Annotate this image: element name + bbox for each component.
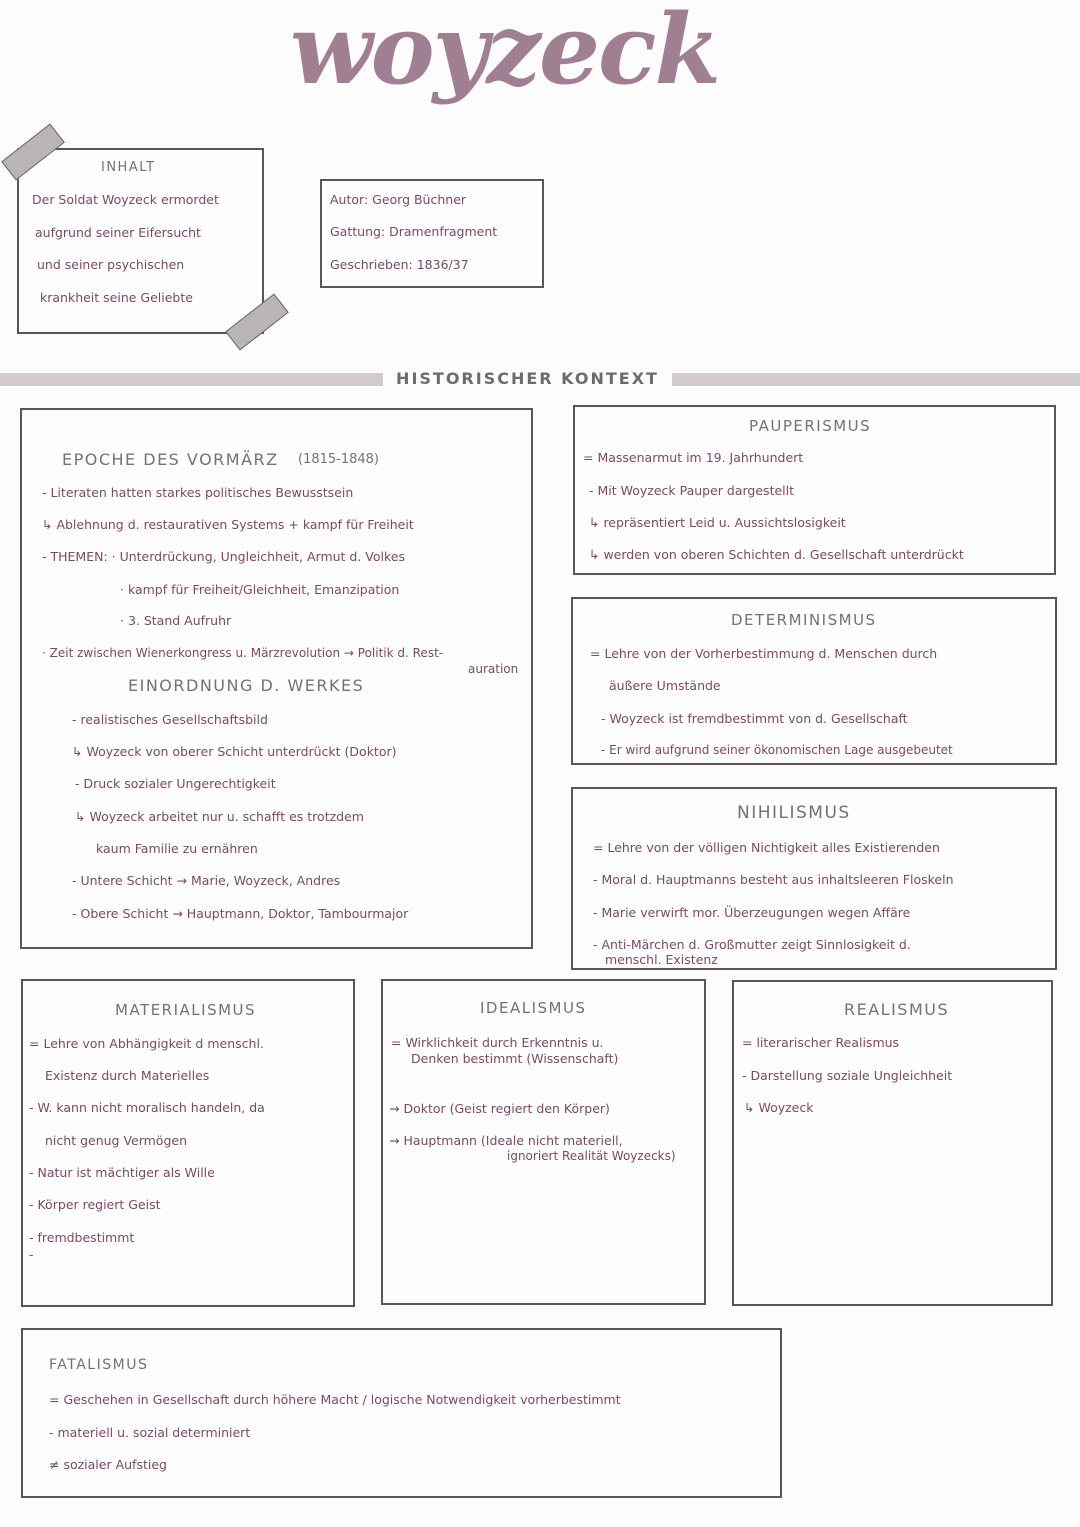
- nihilismus-line: = Lehre von der völligen Nichtigkeit alles Existierenden: [593, 840, 940, 855]
- werk-line: - Obere Schicht → Hauptmann, Doktor, Tambourmajor: [72, 906, 409, 921]
- materialismus-line: - Körper regiert Geist: [29, 1197, 161, 1212]
- vormaerz-box: [20, 408, 533, 949]
- nihilismus-box: [571, 787, 1057, 970]
- fact-genre: Gattung: Dramenfragment: [330, 224, 498, 239]
- vormaerz-line: · kampf für Freiheit/Gleichheit, Emanzipation: [120, 582, 400, 597]
- nihilismus-line: - Marie verwirft mor. Überzeugungen wegen Affäre: [593, 905, 911, 920]
- inhalt-heading: INHALT: [101, 160, 156, 175]
- pauperismus-line: ↳ werden von oberen Schichten d. Gesellschaft unterdrückt: [589, 547, 964, 562]
- nihilismus-heading: NIHILISMUS: [737, 803, 851, 823]
- werk-line: - Untere Schicht → Marie, Woyzeck, Andres: [72, 873, 341, 888]
- realismus-box: [732, 980, 1053, 1306]
- section-heading: HISTORISCHER KONTEXT: [396, 369, 659, 388]
- pauperismus-line: = Massenarmut im 19. Jahrhundert: [583, 450, 804, 465]
- werk-heading: EINORDNUNG D. WERKES: [128, 676, 365, 695]
- determinismus-heading: DETERMINISMUS: [731, 611, 877, 629]
- vormaerz-line: ↳ Ablehnung d. restaurativen Systems + kampf für Freiheit: [42, 517, 414, 532]
- page-title: woyzeck: [290, 0, 720, 106]
- idealismus-line: → Doktor (Geist regiert den Körper): [389, 1101, 610, 1116]
- vormaerz-line: · Zeit zwischen Wienerkongress u. Märzrevolution → Politik d. Rest-: [42, 646, 444, 660]
- idealismus-line: = Wirklichkeit durch Erkenntnis u.: [391, 1035, 604, 1050]
- fatalismus-box: [21, 1328, 782, 1498]
- inhalt-line: krankheit seine Geliebte: [40, 290, 193, 305]
- divider-right: [672, 373, 1080, 386]
- fact-author: Autor: Georg Büchner: [330, 192, 467, 207]
- idealismus-line: ignoriert Realität Woyzecks): [507, 1149, 676, 1163]
- divider-left: [0, 373, 383, 386]
- werk-line: ↳ Woyzeck arbeitet nur u. schafft es trotzdem: [75, 809, 364, 824]
- determinismus-line: - Er wird aufgrund seiner ökonomischen Lage ausgebeutet: [601, 743, 953, 757]
- inhalt-line: aufgrund seiner Eifersucht: [35, 225, 201, 240]
- inhalt-line: Der Soldat Woyzeck ermordet: [32, 192, 219, 207]
- werk-line: kaum Familie zu ernähren: [96, 841, 258, 856]
- inhalt-line: und seiner psychischen: [37, 257, 185, 272]
- nihilismus-line: - Anti-Märchen d. Großmutter zeigt Sinnlosigkeit d.: [593, 937, 911, 952]
- materialismus-line: Existenz durch Materielles: [45, 1068, 210, 1083]
- materialismus-heading: MATERIALISMUS: [115, 1001, 257, 1019]
- vormaerz-years: (1815-1848): [298, 452, 380, 467]
- realismus-line: - Darstellung soziale Ungleichheit: [742, 1068, 953, 1083]
- nihilismus-line: - Moral d. Hauptmanns besteht aus inhaltsleeren Floskeln: [593, 872, 954, 887]
- werk-line: ↳ Woyzeck von oberer Schicht unterdrückt (Doktor): [72, 744, 397, 759]
- materialismus-line: - Natur ist mächtiger als Wille: [29, 1165, 215, 1180]
- facts-box: [320, 179, 544, 288]
- inhalt-card: [17, 148, 264, 334]
- pauperismus-line: - Mit Woyzeck Pauper dargestellt: [589, 483, 795, 498]
- fact-written: Geschrieben: 1836/37: [330, 257, 469, 272]
- materialismus-line: -: [29, 1247, 34, 1262]
- materialismus-line: - fremdbestimmt: [29, 1230, 135, 1245]
- materialismus-line: nicht genug Vermögen: [45, 1133, 188, 1148]
- idealismus-heading: IDEALISMUS: [480, 999, 587, 1017]
- fatalismus-line: = Geschehen in Gesellschaft durch höhere Macht / logische Notwendigkeit vorherbestimmt: [49, 1392, 621, 1407]
- fatalismus-heading: FATALISMUS: [49, 1357, 149, 1373]
- pauperismus-heading: PAUPERISMUS: [749, 417, 872, 435]
- materialismus-line: - W. kann nicht moralisch handeln, da: [29, 1100, 265, 1115]
- materialismus-box: [21, 979, 355, 1307]
- pauperismus-box: [573, 405, 1056, 575]
- idealismus-line: Denken bestimmt (Wissenschaft): [411, 1051, 619, 1066]
- werk-line: - realistisches Gesellschaftsbild: [72, 712, 268, 727]
- idealismus-box: [381, 979, 706, 1305]
- determinismus-line: - Woyzeck ist fremdbestimmt von d. Gesellschaft: [601, 711, 908, 726]
- pauperismus-line: ↳ repräsentiert Leid u. Aussichtslosigkeit: [589, 515, 846, 530]
- fatalismus-line: - materiell u. sozial determiniert: [49, 1425, 251, 1440]
- vormaerz-line: · 3. Stand Aufruhr: [120, 613, 232, 628]
- werk-line: - Druck sozialer Ungerechtigkeit: [75, 776, 276, 791]
- idealismus-line: → Hauptmann (Ideale nicht materiell,: [389, 1133, 623, 1148]
- determinismus-line: äußere Umstände: [609, 678, 721, 693]
- vormaerz-line: - Literaten hatten starkes politisches Bewusstsein: [42, 485, 354, 500]
- materialismus-line: = Lehre von Abhängigkeit d menschl.: [29, 1036, 264, 1051]
- determinismus-box: [571, 597, 1057, 765]
- vormaerz-line: auration: [468, 662, 519, 676]
- vormaerz-line: - THEMEN: · Unterdrückung, Ungleichheit, Armut d. Volkes: [42, 549, 406, 564]
- vormaerz-heading: EPOCHE DES VORMÄRZ: [62, 450, 279, 469]
- realismus-heading: REALISMUS: [844, 1000, 950, 1019]
- determinismus-line: = Lehre von der Vorherbestimmung d. Menschen durch: [590, 646, 938, 661]
- realismus-line: ↳ Woyzeck: [744, 1100, 814, 1115]
- fatalismus-line: ≠ sozialer Aufstieg: [49, 1457, 167, 1472]
- nihilismus-line: menschl. Existenz: [605, 952, 718, 967]
- realismus-line: = literarischer Realismus: [742, 1035, 900, 1050]
